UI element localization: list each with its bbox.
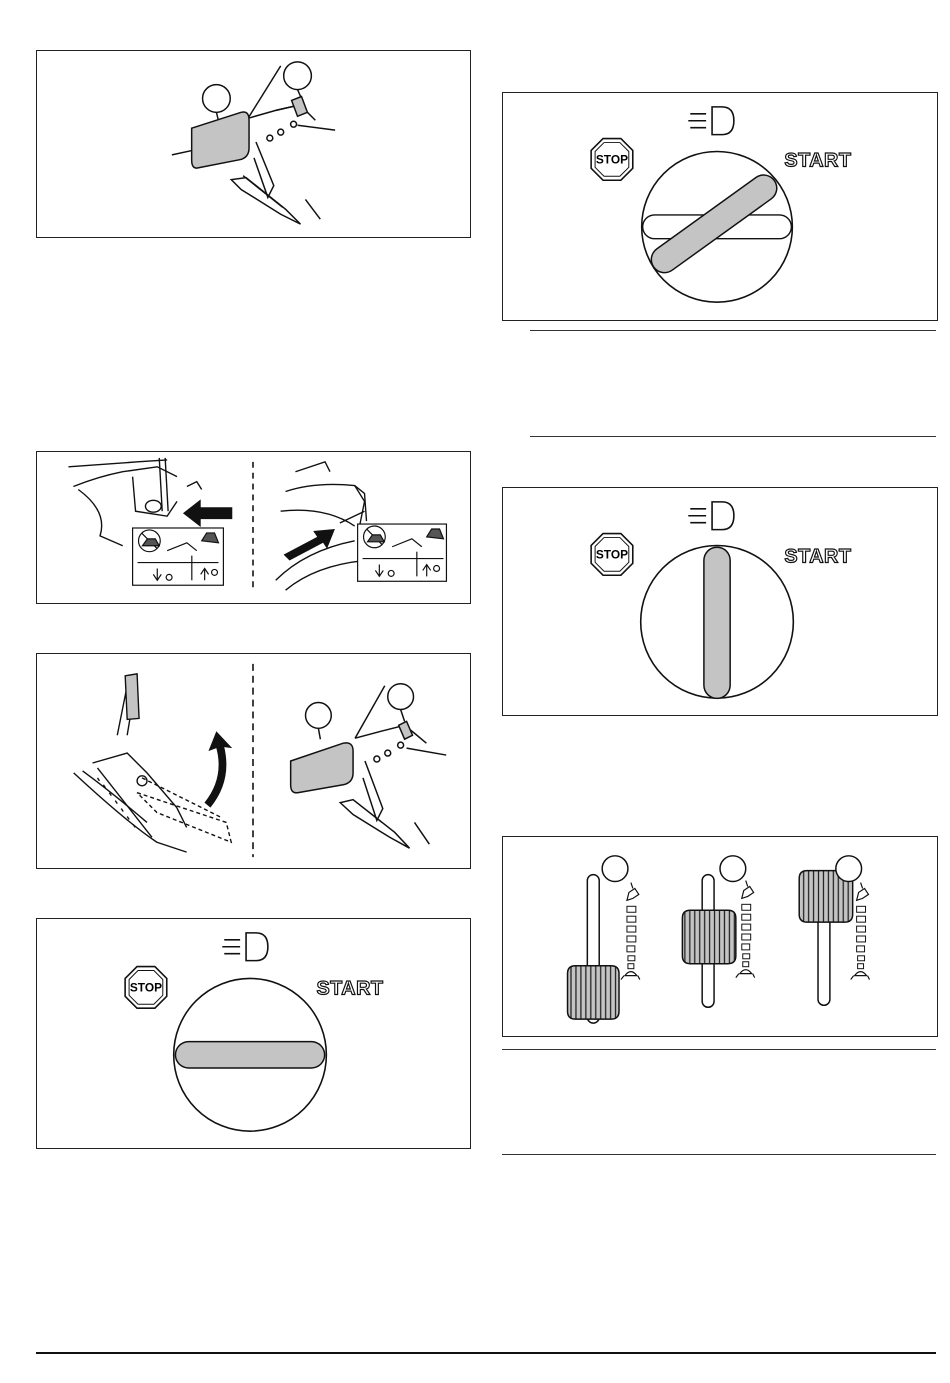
stop-sign-icon [125, 967, 167, 1009]
note-rule-bottom [530, 436, 936, 437]
brake-pedal-figure [36, 50, 471, 238]
callout-circle [388, 684, 414, 710]
start-label: START [784, 545, 852, 568]
arrow-icon [183, 499, 232, 527]
stop-label: STOP [129, 980, 163, 995]
light-icon [688, 107, 734, 135]
note-rule-top [530, 330, 936, 331]
light-position-figure [502, 487, 938, 716]
decal-icon [133, 528, 224, 585]
stop-label: STOP [595, 152, 629, 167]
cutting-height-lever-figure [36, 451, 471, 604]
callout-circle [602, 856, 628, 882]
throttle-lever-mid [682, 856, 754, 1007]
callout-circle [720, 856, 746, 882]
parking-brake-figure [36, 653, 471, 869]
stop-position-figure [36, 918, 471, 1149]
light-icon [222, 933, 268, 961]
note-rule-bottom-2 [502, 1154, 936, 1155]
speed-scale [857, 906, 866, 968]
decal-icon [358, 524, 447, 581]
start-position-figure [502, 92, 938, 321]
start-label: START [316, 977, 384, 1000]
brake-pedal-illustration [37, 51, 470, 237]
callout-circle [306, 703, 332, 729]
stop-label: STOP [595, 547, 629, 562]
hare-icon [857, 883, 869, 901]
note-rule-top-2 [502, 1049, 936, 1050]
tortoise-icon [621, 972, 640, 980]
callout-circle [836, 856, 862, 882]
throttle-lever-low [568, 856, 640, 1023]
light-icon [688, 502, 734, 530]
stop-sign-icon [591, 534, 633, 576]
stop-sign-icon [591, 139, 633, 181]
speed-scale [627, 906, 636, 968]
hare-icon [742, 881, 754, 899]
page-footer-rule [36, 1352, 936, 1354]
hare-icon [627, 883, 639, 901]
throttle-lever-high [799, 856, 869, 1005]
speed-scale [742, 904, 751, 966]
tortoise-icon [851, 972, 870, 980]
curved-arrow-icon [204, 731, 232, 807]
tortoise-icon [736, 970, 755, 978]
throttle-figure [502, 836, 938, 1037]
start-label: START [784, 149, 852, 172]
